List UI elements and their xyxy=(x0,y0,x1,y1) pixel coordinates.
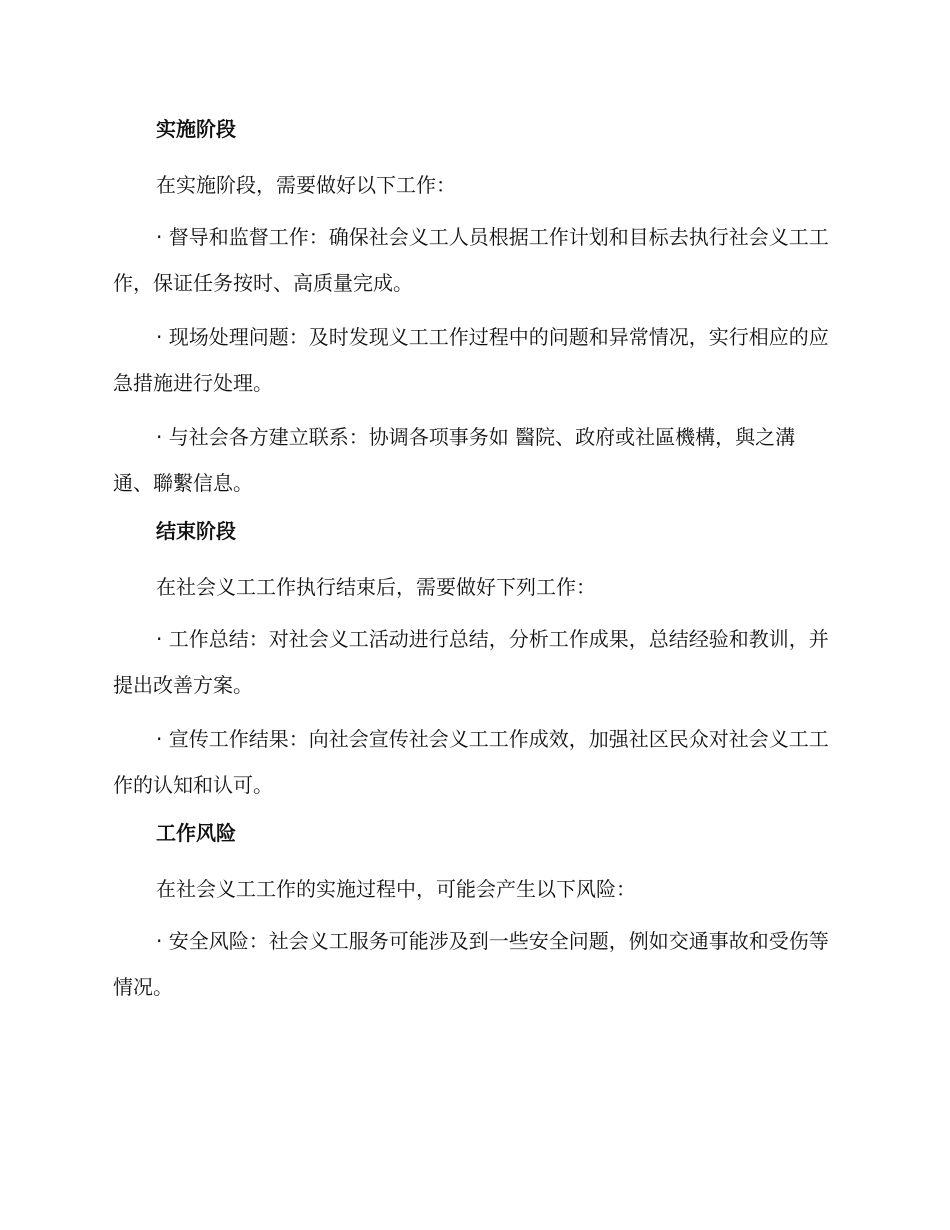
bullet-item: · 现场处理问题：及时发现义工工作过程中的问题和异常情况，实行相应的应急措施进行处理。 xyxy=(113,325,829,395)
section-heading: 结束阶段 xyxy=(156,519,236,543)
bullet-item: · 安全风险：社会义工服务可能涉及到一些安全问题，例如交通事故和受伤等情况。 xyxy=(113,929,829,999)
section-implementation xyxy=(113,112,830,506)
bullet-item: · 督导和监督工作：确保社会义工人员根据工作计划和目标去执行社会义工工作，保证任务按时、高质量完成。 xyxy=(113,225,829,295)
section-intro: 在社会义工工作的实施过程中，可能会产生以下风险： xyxy=(156,877,636,901)
section-heading: 实施阶段 xyxy=(156,117,236,141)
bullet-item: · 工作总结：对社会义工活动进行总结，分析工作成果，总结经验和教训，并提出改善方案。 xyxy=(113,627,829,697)
bullet-item: · 宣传工作结果：向社会宣传社会义工工作成效，加强社区民众对社会义工工作的认知和认可。 xyxy=(113,727,829,797)
bullet-item: · 与社会各方建立联系：协调各项事务如 醫院、政府或社區機構，與之溝通、聯繫信息。 xyxy=(113,425,796,495)
section-intro: 在实施阶段，需要做好以下工作： xyxy=(156,173,456,197)
section-heading: 工作风险 xyxy=(156,821,236,845)
section-closing xyxy=(113,514,830,808)
section-intro: 在社会义工工作执行结束后，需要做好下列工作： xyxy=(156,575,596,599)
section-risks xyxy=(113,816,830,1010)
